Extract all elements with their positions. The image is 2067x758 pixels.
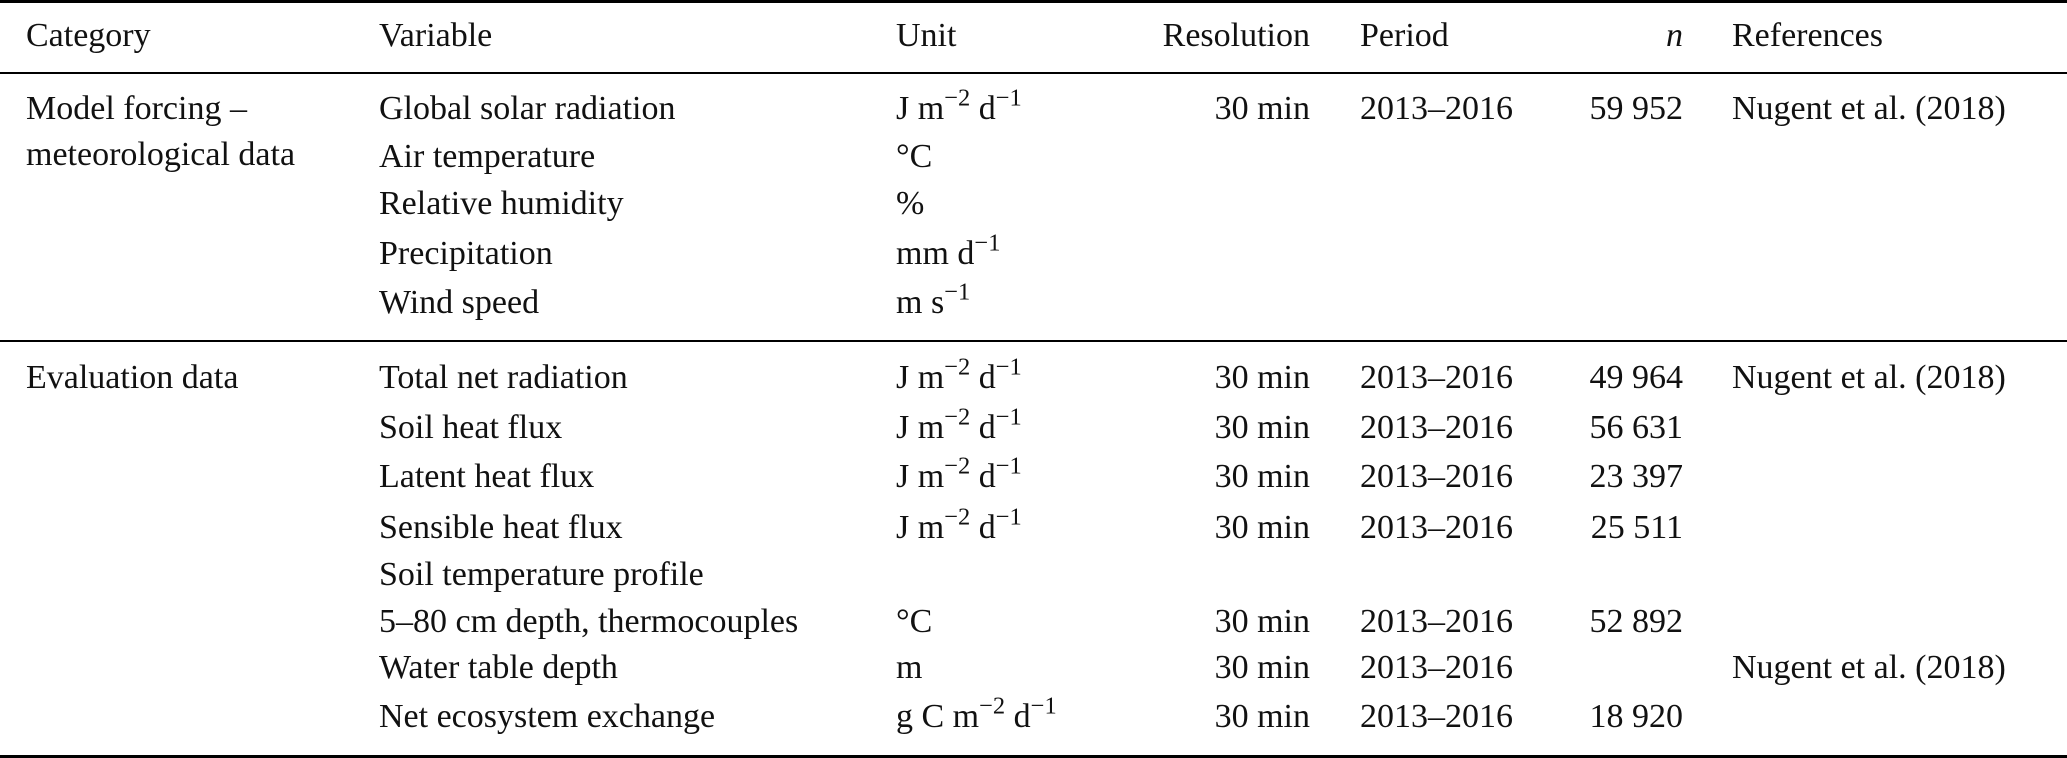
period-cell: 2013–2016 [1360, 90, 1513, 127]
variable-cell: Precipitation [379, 235, 553, 272]
variable-cell: Global solar radiation [379, 90, 676, 127]
header-unit: Unit [896, 17, 957, 54]
variable-cell: Soil temperature profile [379, 556, 704, 593]
unit-cell: J $m^{-2}$ $d^{-1}$ [896, 452, 1022, 495]
variable-cell: Water table depth [379, 649, 618, 686]
n-cell: 18 920 [1589, 698, 1683, 735]
variable-cell: Soil heat flux [379, 409, 563, 446]
top-rule [0, 0, 2067, 3]
variable-cell: Air temperature [379, 138, 596, 175]
header-variable: Variable [379, 17, 493, 54]
resolution-cell: 30 min [1214, 509, 1310, 546]
n-cell: 59 952 [1589, 90, 1683, 127]
unit-cell: % [896, 185, 925, 222]
period-cell: 2013–2016 [1360, 458, 1513, 495]
variable-cell: Wind speed [379, 284, 540, 321]
period-cell: 2013–2016 [1360, 698, 1513, 735]
unit-cell: °C [896, 138, 933, 175]
resolution-cell: 30 min [1214, 649, 1310, 686]
unit-cell: °C [896, 603, 933, 640]
unit-cell: m $s^{-1}$ [896, 278, 971, 321]
unit-cell: J $m^{-2}$ $d^{-1}$ [896, 353, 1022, 396]
variable-cell: Net ecosystem exchange [379, 698, 716, 735]
unit-cell: J $m^{-2}$ $d^{-1}$ [896, 403, 1022, 446]
period-cell: 2013–2016 [1360, 603, 1513, 640]
reference-cell: Nugent et al. (2018) [1732, 90, 2006, 127]
header-rule [0, 72, 2067, 74]
period-cell: 2013–2016 [1360, 409, 1513, 446]
n-cell: 56 631 [1589, 409, 1683, 446]
unit-cell: J $m^{-2}$ $d^{-1}$ [896, 503, 1022, 546]
variable-cell: Relative humidity [379, 185, 624, 222]
resolution-cell: 30 min [1214, 698, 1310, 735]
resolution-cell: 30 min [1214, 359, 1310, 396]
variable-cell: Total net radiation [379, 359, 628, 396]
resolution-cell: 30 min [1214, 90, 1310, 127]
unit-cell: mm $d^{-1}$ [896, 229, 1001, 272]
header-period: Period [1360, 17, 1449, 54]
period-cell: 2013–2016 [1360, 509, 1513, 546]
group-category-line1: Evaluation data [26, 359, 239, 396]
group-category-line1: Model forcing – [26, 90, 247, 127]
n-cell: 25 511 [1590, 509, 1683, 546]
group-divider-rule [0, 340, 2067, 342]
n-cell: 52 892 [1589, 603, 1683, 640]
resolution-cell: 30 min [1214, 409, 1310, 446]
period-cell: 2013–2016 [1360, 649, 1513, 686]
unit-cell: m [896, 649, 923, 686]
variable-cell: Sensible heat flux [379, 509, 623, 546]
unit-cell: g C $m^{-2}$ $d^{-1}$ [896, 692, 1057, 735]
reference-cell: Nugent et al. (2018) [1732, 359, 2006, 396]
variable-cell: Latent heat flux [379, 458, 595, 495]
unit-cell: J $m^{-2}$ $d^{-1}$ [896, 84, 1022, 127]
header-references: References [1732, 17, 1884, 54]
group-category-line2: meteorological data [26, 136, 296, 173]
resolution-cell: 30 min [1214, 603, 1310, 640]
period-cell: 2013–2016 [1360, 359, 1513, 396]
header-category: Category [26, 17, 151, 54]
header-resolution: Resolution [1162, 17, 1310, 54]
reference-cell: Nugent et al. (2018) [1732, 649, 2006, 686]
n-cell: 23 397 [1589, 458, 1683, 495]
variable-cell: 5–80 cm depth, thermocouples [379, 603, 799, 640]
n-cell: 49 964 [1589, 359, 1683, 396]
resolution-cell: 30 min [1214, 458, 1310, 495]
header-n: n [1666, 17, 1683, 54]
